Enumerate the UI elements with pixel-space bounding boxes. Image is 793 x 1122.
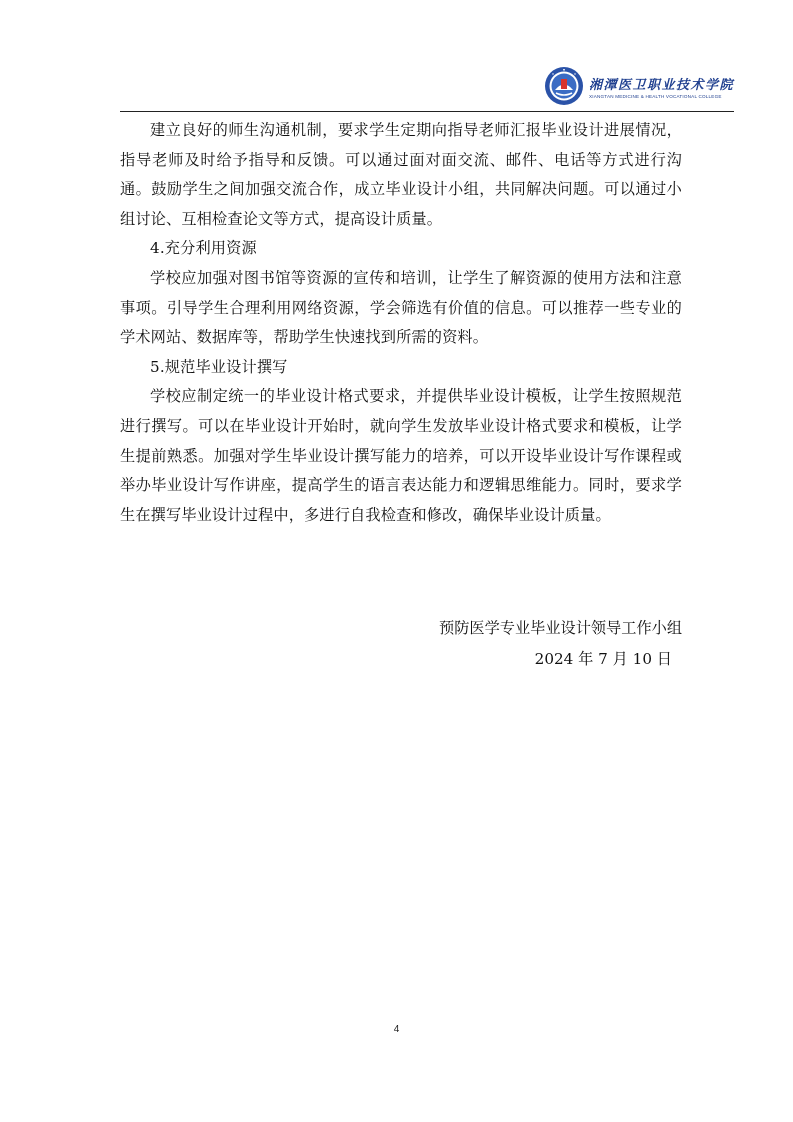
section-heading: 4.充分利用资源 xyxy=(150,239,257,258)
paragraph: 学校应加强对图书馆等资源的宣传和培训，让学生了解资源的使用方法和注意事项。引导学生合理利用网络资源，学会筛选有价值的信息。可以推荐一些专业的学术网站、数据库等，帮助学生快速找到所需的资料。 xyxy=(120,268,682,347)
college-seal-icon xyxy=(544,66,584,106)
signature-organization: 预防医学专业毕业设计领导工作小组 xyxy=(439,619,682,637)
page-header xyxy=(120,60,734,112)
document-body xyxy=(120,116,682,530)
page-number: 4 xyxy=(393,1024,400,1035)
college-name-cn: 湘潭医卫职业技术学院 xyxy=(588,77,734,93)
signature-date: 2024 年 7 月 10 日 xyxy=(534,650,672,668)
college-logo xyxy=(544,64,734,108)
paragraph: 建立良好的师生沟通机制，要求学生定期向指导老师汇报毕业设计进展情况，指导老师及时给予指导和反馈。可以通过面对面交流、邮件、电话等方式进行沟通。鼓励学生之间加强交流合作，成立毕业设计小组，共同解决问题。可以通过小组讨论、互相检查论文等方式，提高设计质量。 xyxy=(120,121,682,228)
section-heading: 5.规范毕业设计撰写 xyxy=(150,357,288,376)
college-name-en: XIANGTAN MEDICINE & HEALTH VOCATIONAL COLLEGE xyxy=(588,93,722,99)
header-divider xyxy=(120,111,734,112)
paragraph: 学校应制定统一的毕业设计格式要求，并提供毕业设计模板，让学生按照规范进行撰写。可以在毕业设计开始时，就向学生发放毕业设计格式要求和模板，让学生提前熟悉。加强对学生毕业设计撰写能力的培养，可以开设毕业设计写作课程或举办毕业设计写作讲座，提高学生的语言表达能力和逻辑思维能力。同时，要求学生在撰写毕业设计过程中，多进行自我检查和修改，确保毕业设计质量。 xyxy=(120,387,682,524)
